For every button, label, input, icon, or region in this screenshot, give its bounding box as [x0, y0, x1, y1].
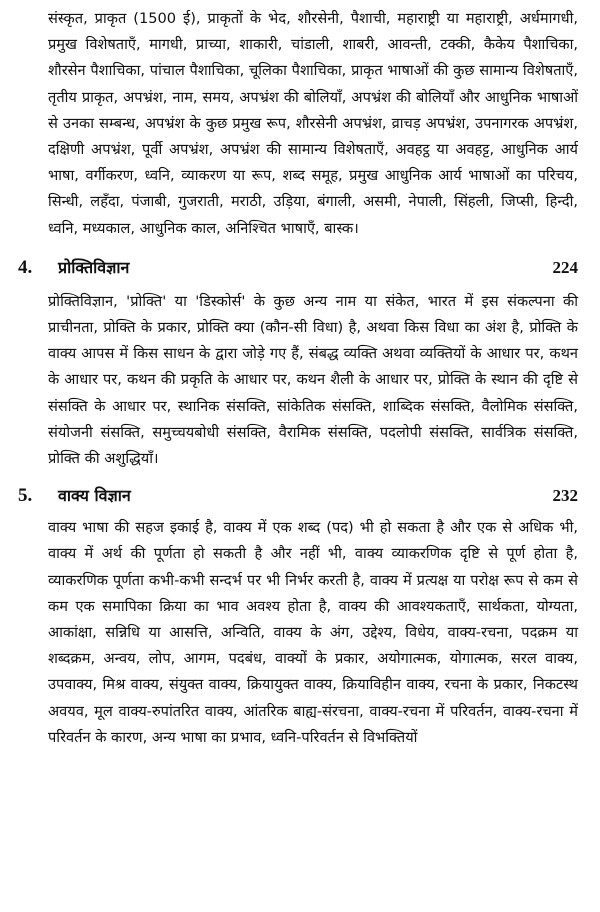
section-heading-4 — [18, 256, 578, 279]
section-page-number: 224 — [552, 257, 578, 277]
section-number: 4. — [18, 256, 33, 278]
section-title: वाक्य विज्ञान — [58, 486, 131, 506]
section-page-number: 232 — [552, 486, 578, 506]
intro-paragraph: संस्कृत, प्राकृत (1500 ई), प्राकृतों के भेद, शौरसेनी, पैशाची, महाराष्ट्री या महाराष्ट्री, अर्धमागधी, प्रमुख विशेषताएँ, मागधी, प्राच्या, शाकारी, चांडाली, शाबरी, आवन्ती, टक्की, कैकेय पैशाचिका, शौरसेन पैशाचिका, पांचाल पैशाचिका, चूलिका पैशाचिका, प्राकृत भाषाओं की कुछ सामान्य विशेषताएँ, तृतीय प्राकृत, अपभ्रंश, नाम, समय, अपभ्रंश की बोलियाँ, अपभ्रंश की बोलियाँ और आधुनिक भाषाओं से उनका सम्बन्ध, अपभ्रंश के कुछ प्रमुख रूप, शौरसेनी अपभ्रंश, व्राचड़ अपभ्रंश, उपनागरक अपभ्रंश, दक्षिणी अपभ्रंश, पूर्वी अपभ्रंश, अपभ्रंश की सामान्य विशेषताएँ, अवहट्ठ या अवहट्ट, आधुनिक आर्य भाषा, वर्गीकरण, ध्वनि, व्याकरण या रूप, शब्द समूह, प्रमुख आधुनिक आर्य भाषाओं का परिचय, सिन्धी, लहँदा, पंजाबी, गुजराती, मराठी, उड़िया, बंगाली, असमी, नेपाली, सिंहली, जिप्सी, हिन्दी, ध्वनि, मध्यकाल, आधुनिक काल, अनिश्चित भाषाएँ, बास्क। — [48, 10, 578, 237]
section-title: प्रोक्तिविज्ञान — [58, 257, 130, 277]
section-heading-5 — [18, 484, 578, 507]
section-body-4: प्रोक्तिविज्ञान, 'प्रोक्ति' या 'डिस्कोर्स' के कुछ अन्य नाम या संकेत, भारत में इस संकल्पना की प्राचीनता, प्रोक्ति के प्रकार, प्रोक्ति क्या (कौन-सी विधा) है, अथवा किस विधा का अंश है, प्रोक्ति के वाक्य आपस में किस साधन के द्वारा जोड़े गए हैं, संबद्ध व्यक्ति अथवा व्यक्तियों के आधार पर, कथन के आधार पर, कथन की प्रकृति के आधार पर, कथन शैली के आधार पर, प्रोक्ति के स्थान की दृष्टि से संसक्ति के आधार पर, स्थानिक संसक्ति, सांकेतिक संसक्ति, शाब्दिक संसक्ति, वैलोमिक संसक्ति, संयोजनी संसक्ति, समुच्चयबोधी संसक्ति, वैरामिक संसक्ति, पदलोपी संसक्ति, सार्वत्रिक संसक्ति, प्रोक्ति की अशुद्धियाँ। — [48, 292, 578, 468]
section-body-5: वाक्य भाषा की सहज इकाई है, वाक्य में एक शब्द (पद) भी हो सकता है और एक से अधिक भी, वाक्य में अर्थ की पूर्णता हो सकती है और नहीं भी, वाक्य व्याकरणिक दृष्टि से पूर्ण होता है, व्याकरणिक पूर्णता कभी-कभी सन्दर्भ पर भी निर्भर करती है, वाक्य में प्रत्यक्ष या परोक्ष रूप से कम से कम एक समापिका क्रिया का भाव अवश्य होता है, वाक्य की आवश्यकताएँ, सार्थकता, योग्यता, आकांक्षा, सन्निधि या आसत्ति, अन्विति, वाक्य के अंग, उद्देश्य, विधेय, वाक्य-रचना, पदक्रम या शब्दक्रम, अन्वय, लोप, आगम, पदबंध, वाक्यों के प्रकार, अयोगात्मक, योगात्मक, सरल वाक्य, उपवाक्य, मिश्र वाक्य, संयुक्त वाक्य, क्रियायुक्त वाक्य, क्रियाविहीन वाक्य, रचना के प्रकार, निकटस्थ अवयव, मूल वाक्य-रुपांतरित वाक्य, आंतरिक बाह्य-संरचना, वाक्य-रचना में परिवर्तन, वाक्य-रचना में परिवर्तन के कारण, अन्य भाषा का प्रभाव, ध्वनि-परिवर्तन से विभक्तियों — [48, 519, 578, 746]
section-number: 5. — [18, 485, 33, 507]
